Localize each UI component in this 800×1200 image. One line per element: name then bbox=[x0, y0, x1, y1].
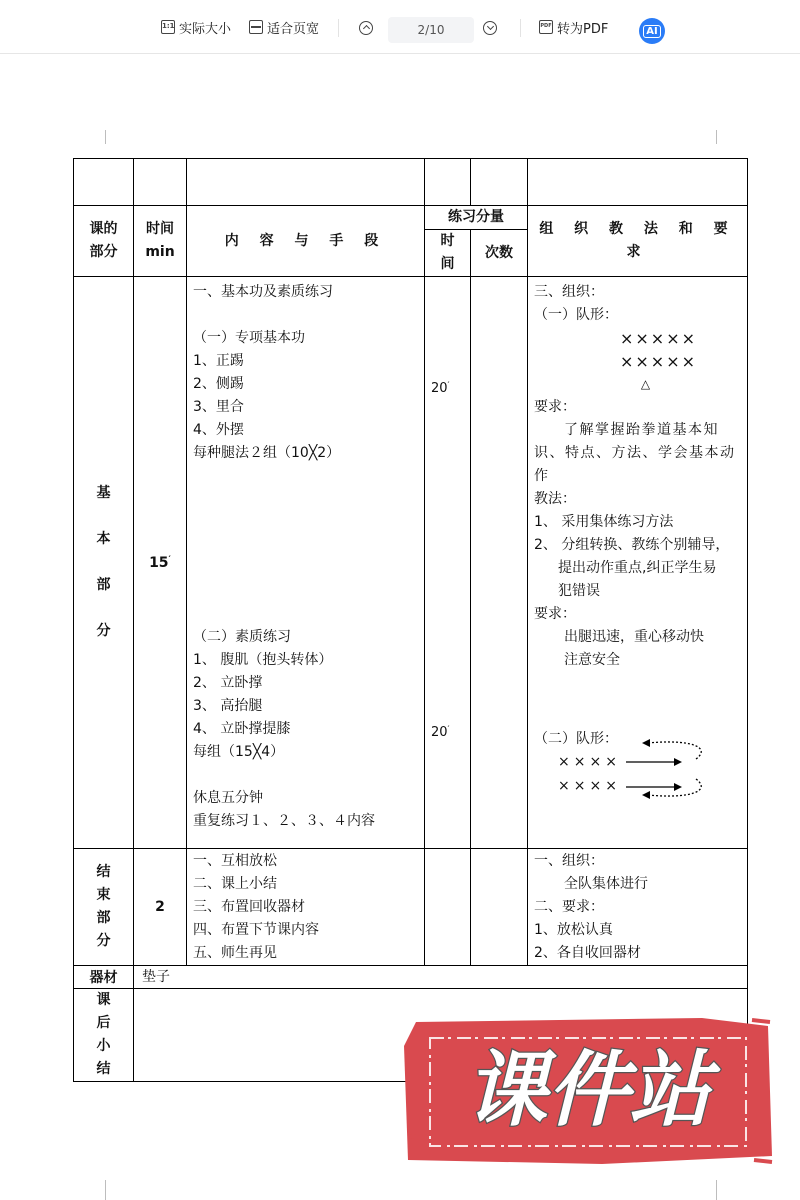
req-text: 了解掌握跆拳道基本知识、特点、方法、学会基本动作 bbox=[534, 422, 736, 484]
end-load-count bbox=[471, 849, 528, 966]
table-cell bbox=[134, 159, 187, 206]
content-line bbox=[193, 764, 418, 787]
content-line bbox=[193, 580, 418, 603]
content-line: 三、布置回收器材 bbox=[193, 899, 305, 915]
content-line bbox=[193, 557, 418, 580]
content-line: 一、互相放松 bbox=[193, 853, 277, 869]
end-org-title: 一、组织： bbox=[534, 853, 604, 869]
content-line: 四、布置下节课内容 bbox=[193, 922, 319, 938]
table-cell bbox=[471, 159, 528, 206]
table-header-row bbox=[74, 206, 748, 230]
end-part-label bbox=[74, 849, 134, 966]
header-time-unit: min bbox=[145, 244, 175, 260]
basic-time bbox=[134, 277, 187, 849]
summary-char: 课 bbox=[96, 992, 111, 1008]
equipment-row bbox=[74, 966, 748, 989]
fit-width-label: 适合页宽 bbox=[267, 21, 320, 37]
basic-content-lines bbox=[187, 277, 424, 833]
watermark-stamp bbox=[402, 1016, 774, 1168]
load-time-2 bbox=[431, 725, 450, 740]
teacher-triangle-icon: △ bbox=[640, 377, 653, 391]
basic-char: 部 bbox=[96, 577, 111, 593]
method-2b: 提出动作重点,纠正学生易 bbox=[558, 560, 717, 576]
basic-part-row bbox=[74, 277, 748, 849]
content-line: 3、 高抬腿 bbox=[193, 698, 263, 714]
content-line bbox=[193, 603, 418, 626]
end-req-1: 1、放松认真 bbox=[534, 922, 613, 938]
content-line: 1、正踢 bbox=[193, 353, 244, 369]
basic-load-time bbox=[425, 277, 471, 849]
basic-char: 基 bbox=[96, 485, 111, 501]
content-line: 每种腿法２组（10╳2） bbox=[193, 445, 341, 461]
end-req-2: 2、各自收回器材 bbox=[534, 945, 641, 961]
end-load-time bbox=[425, 849, 471, 966]
content-line: （一）专项基本功 bbox=[193, 330, 305, 346]
method-label: 教法： bbox=[534, 491, 576, 507]
equipment-value: 垫子 bbox=[134, 966, 748, 989]
content-line: 一、基本功及素质练习 bbox=[193, 284, 333, 300]
end-part-row bbox=[74, 849, 748, 966]
fit-width-button[interactable] bbox=[249, 15, 319, 39]
end-organization bbox=[528, 849, 748, 966]
lesson-plan-table bbox=[73, 158, 748, 1082]
basic-org-lines bbox=[528, 277, 747, 801]
content-line: 休息五分钟 bbox=[193, 790, 263, 806]
previous-page-icon[interactable] bbox=[359, 21, 373, 35]
summary-char: 结 bbox=[96, 1061, 111, 1077]
basic-load-count bbox=[471, 277, 528, 849]
equipment-label: 器材 bbox=[74, 966, 134, 989]
end-char: 结 bbox=[96, 864, 111, 880]
end-content bbox=[187, 849, 425, 966]
formation2-diagram bbox=[534, 751, 743, 801]
formation1-label: （一）队形： bbox=[534, 307, 618, 323]
end-char: 束 bbox=[96, 887, 111, 903]
table-cell bbox=[528, 159, 748, 206]
header-time-label: 时间 bbox=[146, 221, 174, 237]
header-part bbox=[74, 206, 134, 277]
load-time-1 bbox=[431, 381, 450, 396]
basic-part-label bbox=[74, 277, 134, 849]
basic-char: 本 bbox=[96, 531, 111, 547]
page-number-input[interactable] bbox=[388, 17, 474, 43]
content-line bbox=[193, 304, 418, 327]
method-2c: 犯错误 bbox=[558, 583, 600, 599]
watermark-text: 课件站 bbox=[465, 1043, 711, 1138]
header-content: 内 容 与 手 段 bbox=[187, 206, 425, 277]
content-line: 2、 立卧撑 bbox=[193, 675, 263, 691]
method-2a: 2、 分组转换、教练个别辅导， bbox=[534, 537, 730, 553]
header-load-time bbox=[425, 230, 471, 277]
req-label: 要求： bbox=[534, 399, 576, 415]
table-cell bbox=[425, 159, 471, 206]
end-time: 2 bbox=[134, 849, 187, 966]
actual-size-label: 实际大小 bbox=[179, 21, 232, 37]
formation-row: ××××× bbox=[619, 329, 698, 348]
content-line: 每组（15╳4） bbox=[193, 744, 285, 760]
content-line: 3、里合 bbox=[193, 399, 244, 415]
actual-size-icon: 1:1 bbox=[161, 20, 175, 34]
actual-size-button[interactable] bbox=[161, 15, 231, 39]
header-load-time-text: 时间 bbox=[440, 233, 455, 272]
page-corner-mark bbox=[716, 1180, 738, 1200]
header-part-text: 课的部分 bbox=[89, 221, 118, 260]
toolbar-divider bbox=[520, 19, 521, 37]
end-org-lines bbox=[528, 849, 747, 965]
page-corner-mark bbox=[84, 1180, 106, 1200]
content-line: 2、侧踢 bbox=[193, 376, 244, 392]
content-line: 1、 腹肌（抱头转体） bbox=[193, 652, 333, 668]
content-line bbox=[193, 511, 418, 534]
content-line bbox=[193, 534, 418, 557]
basic-content bbox=[187, 277, 425, 849]
page-corner-mark bbox=[716, 130, 738, 144]
rotation-arrows-icon bbox=[620, 729, 710, 799]
table-cell bbox=[74, 159, 134, 206]
page-corner-mark bbox=[84, 130, 106, 144]
header-organization: 组 织 教 法 和 要 求 bbox=[528, 206, 748, 277]
load-time-mark: ′ bbox=[447, 725, 450, 735]
summary-char: 后 bbox=[96, 1015, 111, 1031]
end-char: 分 bbox=[96, 933, 111, 949]
end-char: 部 bbox=[96, 910, 111, 926]
content-line bbox=[193, 465, 418, 488]
end-org-1: 全队集体进行 bbox=[564, 876, 648, 892]
req2-1: 出腿迅速，重心移动快 bbox=[564, 629, 704, 645]
content-line: （二）素质练习 bbox=[193, 629, 291, 645]
load-time-2-value: 20 bbox=[431, 725, 448, 740]
header-load: 练习分量 bbox=[425, 206, 528, 230]
content-line: 4、 立卧撑提膝 bbox=[193, 721, 291, 737]
req2-label: 要求： bbox=[534, 606, 576, 622]
org-title: 三、组织： bbox=[534, 284, 604, 300]
ai-icon: AI bbox=[643, 25, 660, 38]
table-row bbox=[74, 159, 748, 206]
table-cell bbox=[187, 159, 425, 206]
formation2-row-2: ×××× bbox=[558, 778, 621, 794]
formation2-label: （二）队形： bbox=[534, 731, 618, 747]
summary-char: 小 bbox=[96, 1038, 111, 1054]
content-line: 五、师生再见 bbox=[193, 945, 277, 961]
end-content-lines bbox=[187, 849, 424, 965]
req2-2: 注意安全 bbox=[564, 652, 620, 668]
toolbar-divider bbox=[338, 19, 339, 37]
header-time bbox=[134, 206, 187, 277]
viewer-toolbar bbox=[0, 0, 800, 54]
summary-label bbox=[74, 989, 134, 1082]
content-line bbox=[193, 488, 418, 511]
load-time-mark: ′ bbox=[447, 381, 450, 391]
convert-to-pdf-button[interactable] bbox=[539, 15, 608, 39]
convert-to-pdf-label: 转为PDF bbox=[557, 21, 609, 37]
header-load-count: 次数 bbox=[471, 230, 528, 277]
end-req-title: 二、要求： bbox=[534, 899, 604, 915]
basic-time-value: 15 bbox=[149, 554, 169, 571]
basic-organization bbox=[528, 277, 748, 849]
fit-width-icon bbox=[249, 20, 263, 34]
ai-assistant-button[interactable] bbox=[639, 18, 665, 44]
next-page-icon[interactable] bbox=[483, 21, 497, 35]
content-line: 重复练习１、２、３、４内容 bbox=[193, 813, 375, 829]
formation-row: ××××× bbox=[619, 352, 698, 371]
method-1: 1、 采用集体练习方法 bbox=[534, 514, 674, 530]
pdf-icon: PDF bbox=[539, 20, 553, 34]
basic-char: 分 bbox=[96, 623, 111, 639]
basic-time-mark: ′ bbox=[168, 554, 171, 565]
content-line: 二、课上小结 bbox=[193, 876, 277, 892]
load-time-1-value: 20 bbox=[431, 381, 448, 396]
formation2-row-1: ×××× bbox=[558, 754, 621, 770]
content-line: 4、外摆 bbox=[193, 422, 244, 438]
